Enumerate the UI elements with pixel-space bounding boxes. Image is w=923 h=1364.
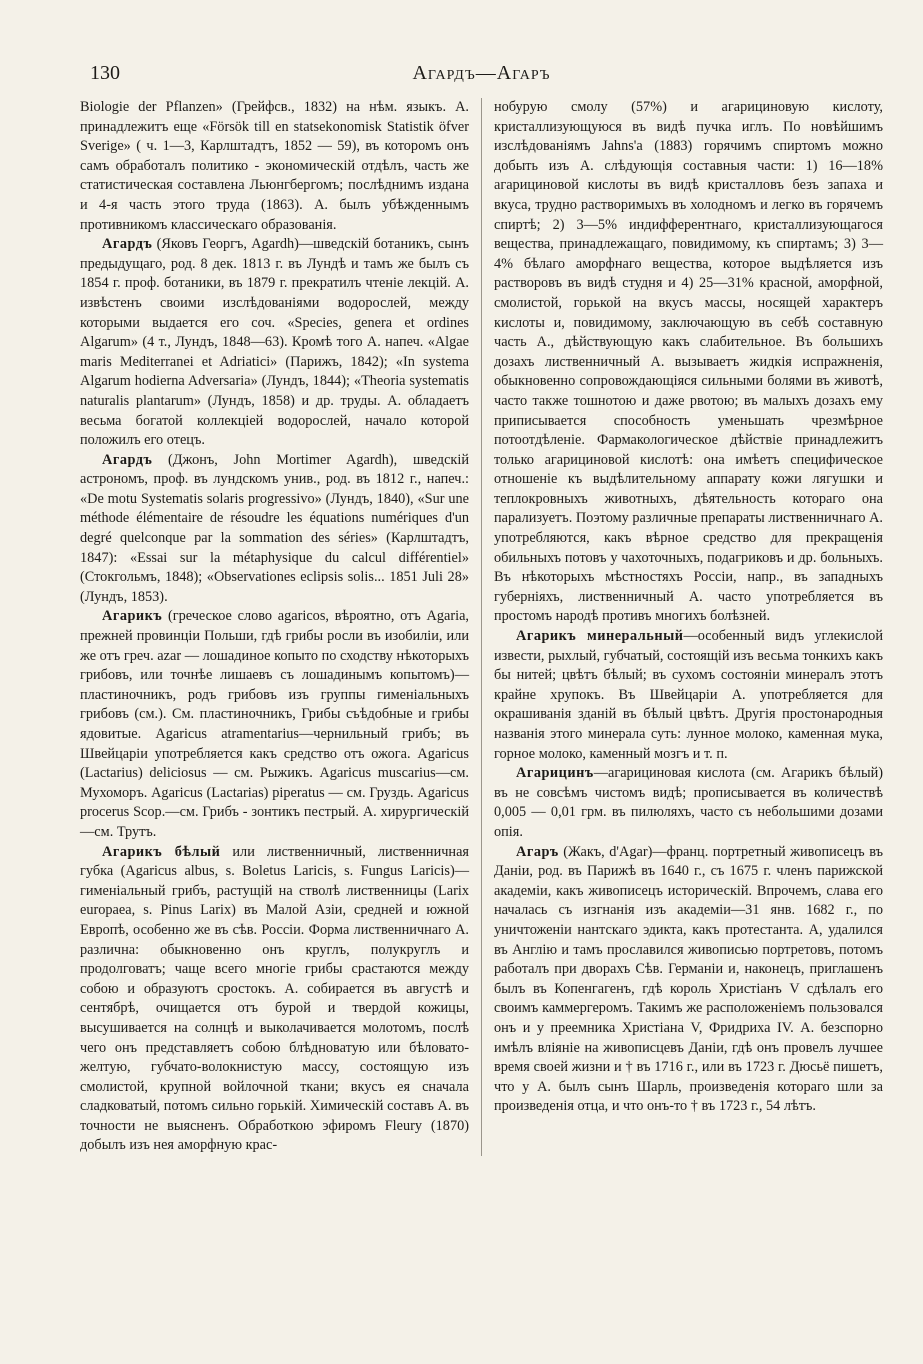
entry-agar: [494, 843, 883, 1117]
continuation-paragraph: нобурую смолу (57%) и агарициновую кислоту, кристаллизующуюся въ видѣ пучка иглъ. По новѣйшимъ изслѣдованіямъ Jahns'a (1883) горячимъ спиртомъ можно добыть изъ А. слѣдующія составныя части: 1) 16—18% агарициновой кислоты въ видѣ кристалловъ безъ запаха и вкуса, трудно растворимыхъ въ холодномъ и легко въ горячемъ спиртѣ; 2) 3—5% индифферентнаго, кристаллизующагося вещества, принадлежащаго, повидимому, къ спиртамъ; 3) 3—4% бѣлаго аморфнаго вещества, которое выдѣляется изъ растворовъ въ видѣ студня и 4) 25—31% красной, аморфной, смолистой, горькой на вкусъ массы, носящей характеръ кислоты и, повидимому, заключающую въ себѣ составную часть А., дѣйствующую какъ слабительное. Въ большихъ дозахъ лиственничный А. вызываетъ жидкія испражненія, обыкновенно сопровождающіяся сильными болями въ животѣ, часто также тошнотою и даже рвотою; въ малыхъ дозахъ ему приписывается способность уменьшать чрезмѣрное потоотдѣленіе. Фармакологическое дѣйствіе принадлежитъ только агарициновой кислотѣ: она имѣетъ специфическое отношеніе къ выдѣлительному аппарату кожи лягушки и теплокровныхъ животныхъ, дѣятельность котораго она парализуетъ. Поэтому различные препараты лиственничнаго А. употребляются, какъ вѣрное средство для прекращенія обильныхъ потовъ у чахоточныхъ, подагриковъ и др. больныхъ. Въ нѣкоторыхъ мѣстностяхъ Россіи, напр., въ западныхъ губерніяхъ, лиственничный А. часто употребляется въ простомъ народѣ противъ многихъ болѣзней.: [494, 99, 883, 625]
right-column: [481, 98, 883, 1156]
entry-headword: Агарикъ бѣлый: [102, 843, 221, 860]
entry-headword: Агарицинъ: [516, 765, 594, 782]
entry-agarik: [80, 607, 469, 842]
entry-headword: Агардъ: [102, 236, 153, 253]
entry-text: (греческое слово agaricos, вѣроятно, отъ Agaria, прежней провинціи Польши, гдѣ грибы росли въ изобиліи, или же отъ греч. azar — лошадиное копыто по сходству нѣкоторыхъ грибовъ, или точнѣе лишаевъ съ лошадинымъ копытомъ)—пластиночникъ, родъ грибовъ изъ группы гименіальныхъ грибовъ (см.). См. пластиночникъ, Грибы съѣдобные и грибы ядовитые. Agaricus atramentarius—чернильный грибъ; въ Швейцаріи употребляется какъ средство отъ ожога. Agaricus (Lactarius) deliciosus — см. Рыжикъ. Agaricus muscarius—см. Мухоморъ. Agaricus (Lactarias) piperatus — см. Груздь. Agaricus procerus Scop.—см. Грибъ - зонтикъ пестрый. А. хирургическій—см. Трутъ.: [80, 608, 469, 840]
text-columns: [80, 98, 883, 1156]
entry-agarik-bely: [80, 843, 469, 1157]
entry-text: —особенный видъ углекислой извести, рыхлый, губчатый, состоящій изъ весьма тонкихъ какъ бы нитей; цвѣтъ бѣлый; въ сухомъ состояніи минералъ этотъ крайне хрупокъ. Въ Швейцаріи А. употребляется для окрашиванія зданій въ бѣлый цвѣтъ. Другія простонародныя названія этого минерала суть: лунное молоко, каменная мука, горное молоко, каменный мозгъ и т. п.: [494, 628, 883, 762]
running-head: Агардъ—Агаръ: [412, 62, 551, 84]
entry-text: (Джонъ, John Mortimer Agardh), шведскій астрономъ, проф. въ лундскомъ унив., род. въ 1812 г., напеч.: «De motu Systematis solaris progressivo» (Лундъ, 1840), «Sur une méthode élémentaire de résoudre les équations numériques d'un degré quelconque par la sommation des séries» (Карлштадтъ, 1847): «Essai sur la métaphysique du calcul différentiel» (Стокгольмъ, 1848); «Observationes eclipsis solis... 1851 Juli 28» (Лундъ, 1853).: [80, 451, 469, 605]
entry-text: или лиственничный, лиственничная губка (Agaricus albus, s. Boletus Laricis, s. Fungus Laricis)—гименіальный грибъ, растущій на стволѣ лиственницы (Larix europaea, s. Pinus Larix) въ Малой Азіи, средней и южной Европѣ, особенно же въ сѣв. Россіи. Форма лиственничнаго А. различна: обыкновенно онъ круглъ, полукруглъ и продолговатъ; чаще всего многіе грибы срастаются между собою и образуютъ сростокъ. А. собирается въ августѣ и сентябрѣ, очищается отъ бурой и твердой кожицы, высушивается на солнцѣ и выколачивается молотомъ, послѣ чего онъ представляетъ собою блѣдноватую или бѣловато-желтую, губчато-волокнистую массу, состоящую изъ смолистой, крупной войлочной ткани; вкусъ ея сначала сладковатый, потомъ сильно горькій. Химическій составъ А. въ точности не выясненъ. Обработкою эфиромъ Fleury (1870) добылъ изъ нея аморфную крас-: [80, 843, 469, 1154]
page-number: 130: [90, 62, 120, 84]
entry-agard-john: [80, 451, 469, 608]
page-header: [80, 58, 883, 98]
entry-text: (Жакъ, d'Agar)—франц. портретный живописецъ въ Даніи, род. въ Парижѣ въ 1640 г., съ 1675 г. членъ парижской академіи, какъ живописецъ историческій. Впрочемъ, слава его началась съ изгнанія изъ академіи—31 янв. 1682 г., по уничтоженіи нантскаго эдикта, какъ протестанта. А, удалился въ Англію и тамъ прославился живописью портретовъ, потомъ работалъ при дворахъ Сѣв. Германіи и, наконецъ, приглашенъ былъ въ Копенгагенъ, гдѣ король Христіанъ V сдѣлалъ его своимъ каммергеромъ. Такимъ же расположеніемъ пользовался онъ и у преемника Христіана V, Фридриха IV. А. безспорно имѣлъ вліяніе на живописцевъ Даніи, гдѣ онъ провелъ лучшее время своей жизни и † въ 1716 г., или въ 1723 г. Дюсьё пишетъ, что у А. былъ сынъ Шарль, произведенія котораго шли за произведенія отца, и что онъ-то † въ 1723 г., 54 лѣтъ.: [494, 843, 883, 1115]
entry-headword: Агарикъ: [102, 608, 163, 625]
left-column: [80, 98, 481, 1156]
entry-agaricin: [494, 764, 883, 842]
entry-agarik-mineralny: [494, 627, 883, 764]
entry-headword: Агаръ: [516, 843, 559, 860]
continuation-paragraph: Biologie der Pflanzen» (Грейфсв., 1832) на нѣм. языкъ. А. принадлежитъ еще «Försök till en statsekonomisk Statistik öfver Sverige» ( ч. 1—3, Карлштадтъ, 1852 — 59), въ которомъ онъ самъ обработалъ политико - экономическій отдѣлъ, часть же статистическая составлена Льюнгбергомъ; послѣднимъ издана и 4-я часть этого труда (1863). А. былъ убѣжденнымъ противникомъ классическаго образованія.: [80, 99, 469, 233]
entry-text: —агарициновая кислота (см. Агарикъ бѣлый) въ не совсѣмъ чистомъ видѣ; прописывается въ количествѣ 0,005 — 0,01 грм. въ пилюляхъ, часто съ небольшими дозами опія.: [494, 765, 883, 840]
entry-text: (Яковъ Георгъ, Agardh)—шведскій ботаникъ, сынъ предыдущаго, род. 8 дек. 1813 г. въ Лундѣ и тамъ же былъ съ 1854 г. проф. ботаники, въ 1879 г. прекратилъ чтеніе лекцій. А. извѣстенъ своими изслѣдованіями водорослей, между которыми выдается его соч. «Species, genera et ordines Algarum» (4 т., Лундъ, 1848—63). Кромѣ того А. напеч. «Algae maris Mediterranei et Adriatici» (Парижъ, 1842); «In systema Algarum hodierna Adversaria» (Лундъ, 1844); «Theoria systematis naturalis plantarum» (Лундъ, 1858) и др. труды. А. обладаетъ весьма богатой коллекціей водорослей, начало которой положилъ его отецъ.: [80, 236, 469, 449]
entry-agard-jakob: [80, 235, 469, 451]
entry-headword: Агарикъ минеральный: [516, 628, 684, 645]
entry-headword: Агардъ: [102, 451, 153, 468]
